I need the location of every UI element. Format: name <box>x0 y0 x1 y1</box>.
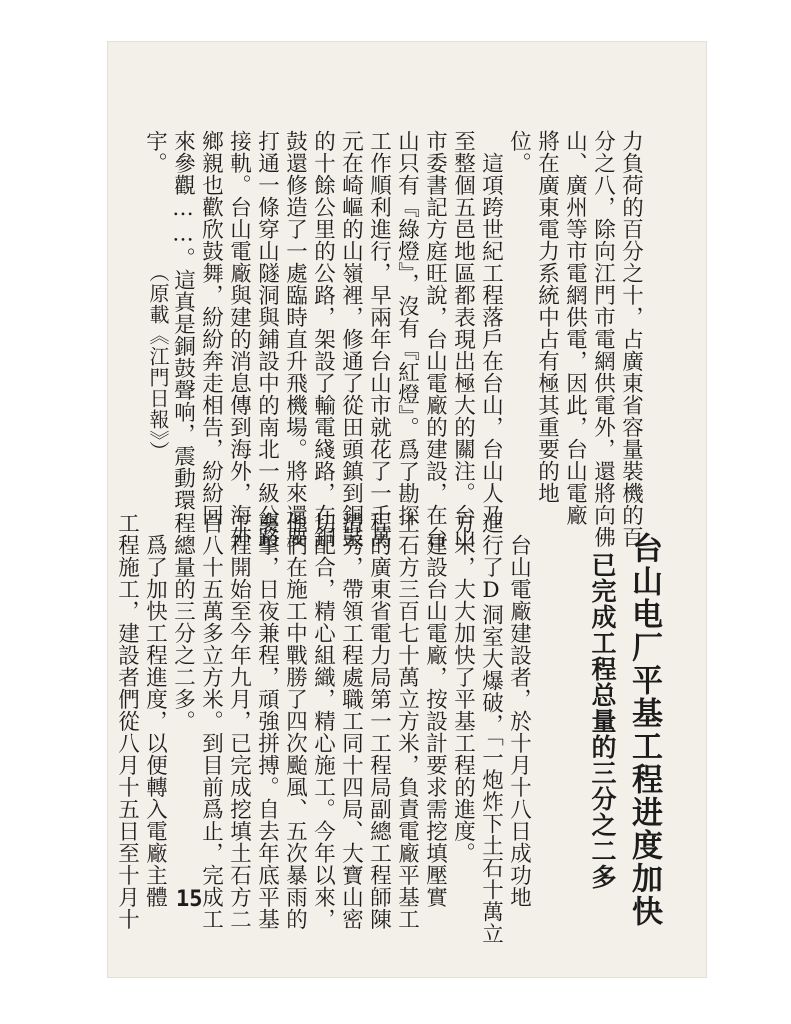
upper-column-4: 將在廣東電力系統中占有極其重要的地 <box>534 130 560 504</box>
upper-column-14: 打通一條穿山隧洞與鋪設中的南北一級公路 <box>254 130 280 548</box>
article-column-15: 工程施工，建設者們從八月十五日至十月十 <box>114 512 140 930</box>
upper-column-10: 工作順利進行，早兩年台山市就花了一千萬 <box>366 130 392 548</box>
upper-column-12: 的十餘公里的公路，架設了輸電綫路，在銅 <box>310 130 336 548</box>
upper-column-3: 山、廣州等市電網供電，因此，台山電廠 <box>562 130 588 526</box>
article-column-3: 方米，大大加快了平基工程的進度。 <box>450 512 476 864</box>
article-column-5: 土石方三百七十萬立方米，負責電廠平基工 <box>394 512 420 930</box>
article-column-1: 台山電廠建設者，於十月十八日成功地 <box>506 512 532 908</box>
upper-column-8: 市委書記方庭旺說，台山電廠的建設，在台 <box>422 130 448 548</box>
upper-column-15: 接軌。台山電廠與建的消息傳到海外，海外 <box>226 130 252 548</box>
article-column-14: 爲了加快工程進度，以便轉入電廠主體 <box>142 512 168 908</box>
article-column-10: 襲擊，日夜兼程，頑強拼搏。自去年底平基 <box>254 512 280 930</box>
article-subtitle: 已完成工程总量的三分之二多 <box>588 552 617 890</box>
upper-column-6: 這項跨世紀工程落戶在台山，台山人乃 <box>478 130 504 526</box>
article-column-9: 他們在施工中戰勝了四次颱風、五次暴雨的 <box>282 512 308 930</box>
upper-column-1: 力負荷的百分之十，占廣東省容量裝機的百 <box>618 130 644 548</box>
article-column-7: 清秀，帶領工程處職工同十四局、大寶山密 <box>338 512 364 930</box>
article-column-13: 程總量的三分之二多。 <box>170 512 196 732</box>
article-column-11: 工程開始至今年九月，已完成挖填土石方二 <box>226 512 252 930</box>
article-column-12: 百八十五萬多立方米。到目前爲止，完成工 <box>198 512 224 930</box>
article-title: 台山电厂平基工程进度加快 <box>626 532 662 928</box>
page-number: 15 <box>176 887 203 912</box>
upper-column-11: 元在崎嶇的山嶺裡，修通了從田頭鎮到銅鼓 <box>338 130 364 548</box>
upper-column-7: 至整個五邑地區都表現出極大的關注。台山 <box>450 130 476 548</box>
upper-column-17: 來參觀……。這真是銅鼓聲响，震動環 <box>170 130 196 511</box>
upper-column-9: 山只有『綠燈』，沒有『紅燈』。爲了勘探 <box>394 130 420 527</box>
article-column-2: 進行了D洞室大爆破，「一炮炸下土石十萬立 <box>478 512 504 945</box>
article-column-4: 建設台山電廠，按設計要求需挖填壓實 <box>422 512 448 908</box>
article-column-8: 切配合，精心組織，精心施工。今年以來， <box>310 512 336 930</box>
upper-column-2: 分之八，除向江門市電網供電外，還將向佛 <box>590 130 616 548</box>
upper-column-16: 鄉親也歡欣鼓舞，紛紛奔走相告，紛紛回 <box>198 130 224 526</box>
upper-column-5: 位。 <box>506 130 532 174</box>
source-citation: （原載《江門日報》） <box>146 262 170 462</box>
upper-column-13: 鼓還修造了一處臨時直升飛機場。將來還要 <box>282 130 308 548</box>
book-page <box>108 42 706 977</box>
upper-column-18: 宇。 <box>142 130 168 174</box>
article-column-6: 程的廣東省電力局第一工程局副總工程師陳 <box>366 512 392 930</box>
